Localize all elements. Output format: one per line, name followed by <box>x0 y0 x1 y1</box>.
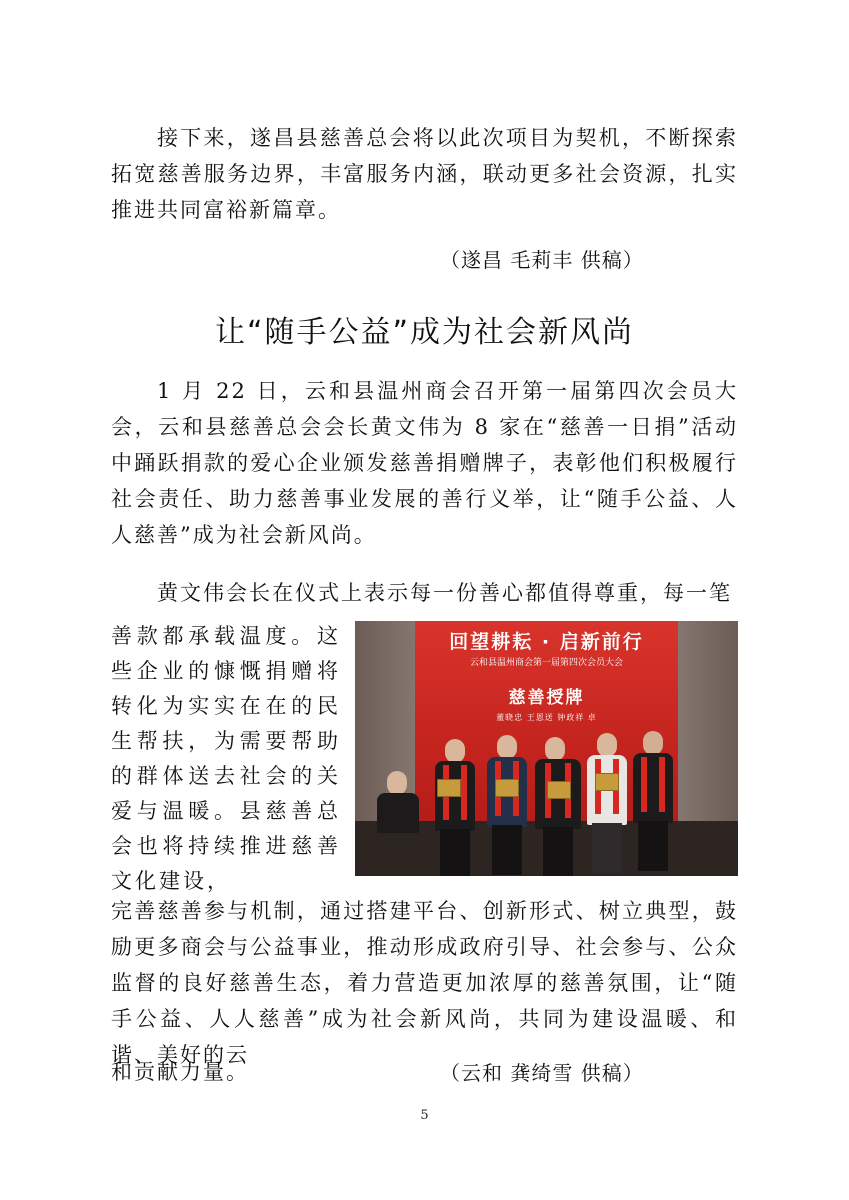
article-paragraph-2-last: 和贡献力量。 <box>111 1060 249 1084</box>
article-title: 让“随手公益”成为社会新风尚 <box>214 315 635 350</box>
article-credit: （云和 龚绮雪 供稿） <box>440 1061 644 1085</box>
article-paragraph-2-first-line: 黄文伟会长在仪式上表示每一份善心都值得尊重，每一笔 <box>157 581 732 605</box>
page-number: 5 <box>420 1108 429 1123</box>
article-paragraph-2-rest: 完善慈善参与机制，通过搭建平台、创新形式、树立典型，鼓励更多商会与公益事业，推动形成政府引导、社会参与、公众监督的良好慈善生态，着力营造更加浓厚的慈善氛围，让“随手公益、人人慈善”成为社会新风尚，共同为建设温暖、和谐、美好的云 <box>111 899 738 1067</box>
photo-award-title: 慈善授牌 <box>508 688 585 708</box>
photo-banner-subtitle: 云和县温州商会第一届第四次会员大会 <box>469 658 623 668</box>
article-paragraph-2-wrap: 善款都承载温度。这些企业的慷慨捐赠将转化为实实在在的民生帮扶，为需要帮助的群体送去社会的关爱与温暖。县慈善总会也将持续推进慈善文化建设， <box>111 624 341 893</box>
intro-credit: （遂昌 毛莉丰 供稿） <box>440 248 644 272</box>
photo-awardee-names: 董晓忠 王恩送 钟政祥 卓 <box>496 713 597 722</box>
article-paragraph-1: 1 月 22 日，云和县温州商会召开第一届第四次会员大会，云和县慈善总会会长黄文伟为 8 家在“慈善一日捐”活动中踊跃捐款的爱心企业颁发慈善捐赠牌子，表彰他们积极履行社会责任、助力慈善事业发展的善行义举，让“随手公益、人人慈善”成为社会新风尚。 <box>111 379 738 547</box>
award-ceremony-photo <box>355 621 738 876</box>
photo-banner-slogan: 回望耕耘 · 启新前行 <box>449 631 644 653</box>
intro-paragraph: 接下来，遂昌县慈善总会将以此次项目为契机，不断探索拓宽慈善服务边界，丰富服务内涵，联动更多社会资源，扎实推进共同富裕新篇章。 <box>111 126 738 222</box>
